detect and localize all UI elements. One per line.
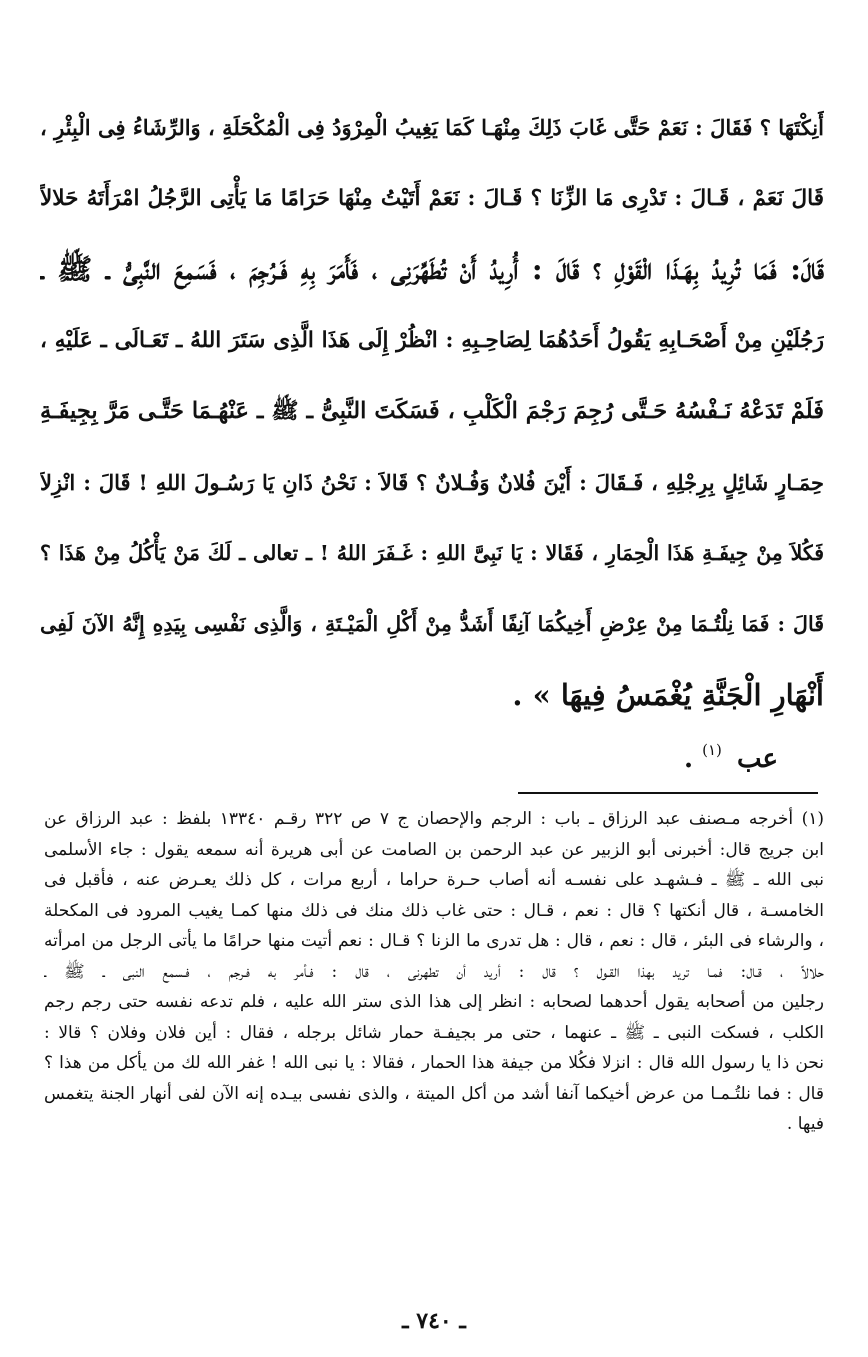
- footnote-line: نبى الله ـ ﷺ ـ فـشهـد على نفسـه أنه أصاب حـرة حراما ، أربع مرات ، كل ذلك يعـرض عنه ، فأقبل فى: [44, 870, 824, 890]
- main-text-line: قَالَ : فَمَا نِلْتُـمَا مِنْ عِرْضِ أَخِيكُمَا آنِفًا أَشَدُّ مِنْ أَكْلِ الْمَيْـتَةِ ، وَالَّذِى نَفْسِى بِيَدِهِ إِنَّهُ الآنَ لَفِى: [40, 612, 824, 636]
- main-text-line: قَالَ: فَمَا تُرِيدُ بِهَـذَا الْقَوْلِ ؟ قَالَ : أُرِيدُ أَنْ تُطَهِّرَنِى ، فَأَمَرَ بِهِ فَـرُجِمَ ، فَسَمِعَ النَّبِىُّ ـ ﷺ ـ: [40, 252, 824, 286]
- main-text-line: أَنْهَارِ الْجَنَّةِ يُغْمَسُ فِيهَا » .: [512, 678, 824, 712]
- footnote-line: نحن ذا يا رسول الله قال : انزلا فكُلا من جيفة هذا الحمار ، فقالا : يا نبى الله ! غفر الله لك من يأكل من هذا ؟: [44, 1053, 824, 1073]
- source-reference-label: عب: [736, 744, 778, 774]
- page-number: ـ ٧٤٠ ـ: [402, 1308, 466, 1334]
- footnote-line: رجلين من أصحابه يقول أحدهما لصحابه : انظر إلى هذا الذى ستر الله عليه ، فلم تدعه نفسه حتى رجم رجم: [44, 992, 824, 1012]
- source-reference-end: .: [683, 744, 694, 774]
- footnote-divider: [518, 792, 818, 794]
- footnote-line: الخامسـة ، قال أنكتها ؟ قال : نعم ، قـال : حتى غاب ذلك منك فى ذلك منها كمـا يغيب المرود فى المكحلة: [44, 900, 824, 921]
- footnote-marker: (١): [702, 741, 722, 759]
- main-text-line: رَجُلَيْنِ مِنْ أَصْحَـابِهِ يَقُولُ أَحَدُهُمَا لِصَاحِـبِهِ : انْظُرْ إِلَى هَذَا الَّذِى سَتَرَ اللهُ ـ تَعَـالَى ـ عَلَيْهِ ،: [40, 328, 824, 353]
- footnote-line: قال : فما نلتُـمـا من عرض أخيكما آنفا أشد من أكل الميتة ، والذى نفسى بيـده إنه الآن لفى أنهار الجنة يتغمس: [44, 1083, 824, 1104]
- main-text-line: قَالَ نَعَمْ ، قَـالَ : تَدْرِى مَا الزِّنَا ؟ قَـالَ : نَعَمْ أَتَيْتُ مِنْهَا حَرَامًا مَا يَأْتِى الرَّجُلُ امْرَأَتَهُ حَلالاً: [40, 186, 824, 211]
- main-text-line: حِمَـارٍ شَائِلٍ بِرِجْلِهِ ، فَـقَالَ : أَيْنَ فُلانٌ وَفُـلانٌ ؟ قَالاَ : نَحْنُ ذَانِ يَا رَسُـولَ اللهِ ! قَالَ : انْزِلاَ: [40, 470, 824, 495]
- footnote-line: فيها .: [786, 1114, 824, 1134]
- main-text-line: أَنِكْتَهَا ؟ فَقَالَ : نَعَمْ حَتَّى غَابَ ذَلِكَ مِنْهَـا كَمَا يَغِيبُ الْمِرْوَدُ فِى الْمُكْحَلَةِ ، وَالرِّشَاءُ فِى الْبِئْرِ ،: [40, 115, 824, 140]
- footnote-line: الكلب ، فسكت النبى ـ ﷺ ـ عنهما ، حتى مر بجيفـة حمار شائل برجله ، فقال : أين فلان وفلان ؟ قالا :: [44, 1022, 824, 1043]
- main-text-line: فَكُلاَ مِنْ جِيفَـةِ هَذَا الْحِمَارِ ، فَقَالا : يَا نَبِىَّ اللهِ : غَـفَرَ اللهُ ! ـ تعالى ـ لَكَ مَنْ يَأْكُلُ مِنْ هَذَا ؟: [40, 541, 824, 565]
- footnote-line: (١) أخرجه مـصنف عبد الرزاق ـ باب : الرجم والإحصان ج ٧ ص ٣٢٢ رقـم ١٣٣٤٠ بلفظ : عبد الرزاق عن: [44, 809, 824, 829]
- main-text-block: [40, 92, 824, 731]
- footnote-line: ، والرشاء فى البئر ، قال : نعم ، قال : هل تدرى ما الزنا ؟ قـال : نعم أتيت منها حرامًا ما يأتى الرجل من امرأته: [44, 931, 824, 951]
- main-text-line: فَلَمْ تَدَعْهُ نَـفْسُهُ حَـتَّى رُجِمَ رَجْمَ الْكَلْبِ ، فَسَكَتَ النَّبِىُّ ـ ﷺ ـ عَنْهُـمَا حَتَّـى مَرَّ بِجِيفَـةِ: [40, 398, 824, 424]
- footnote-block: [44, 804, 824, 1140]
- footnote-line: حلالاً ، قـال: فمـا تريد بهذا القـول ؟ قال : أريد أن تطهرنى ، قال : فـأمر به فـرجم ، فـسمع النبى ـ ﷺ ـ: [44, 961, 824, 982]
- footnote-line: ابن جريج قال: أخبرنى أبو الزبير عن عبد الرحمن بن الصامت عن أبى هريرة أنه سمعه يقول : جاء الأسلمى: [44, 839, 824, 860]
- source-reference: [684, 730, 778, 779]
